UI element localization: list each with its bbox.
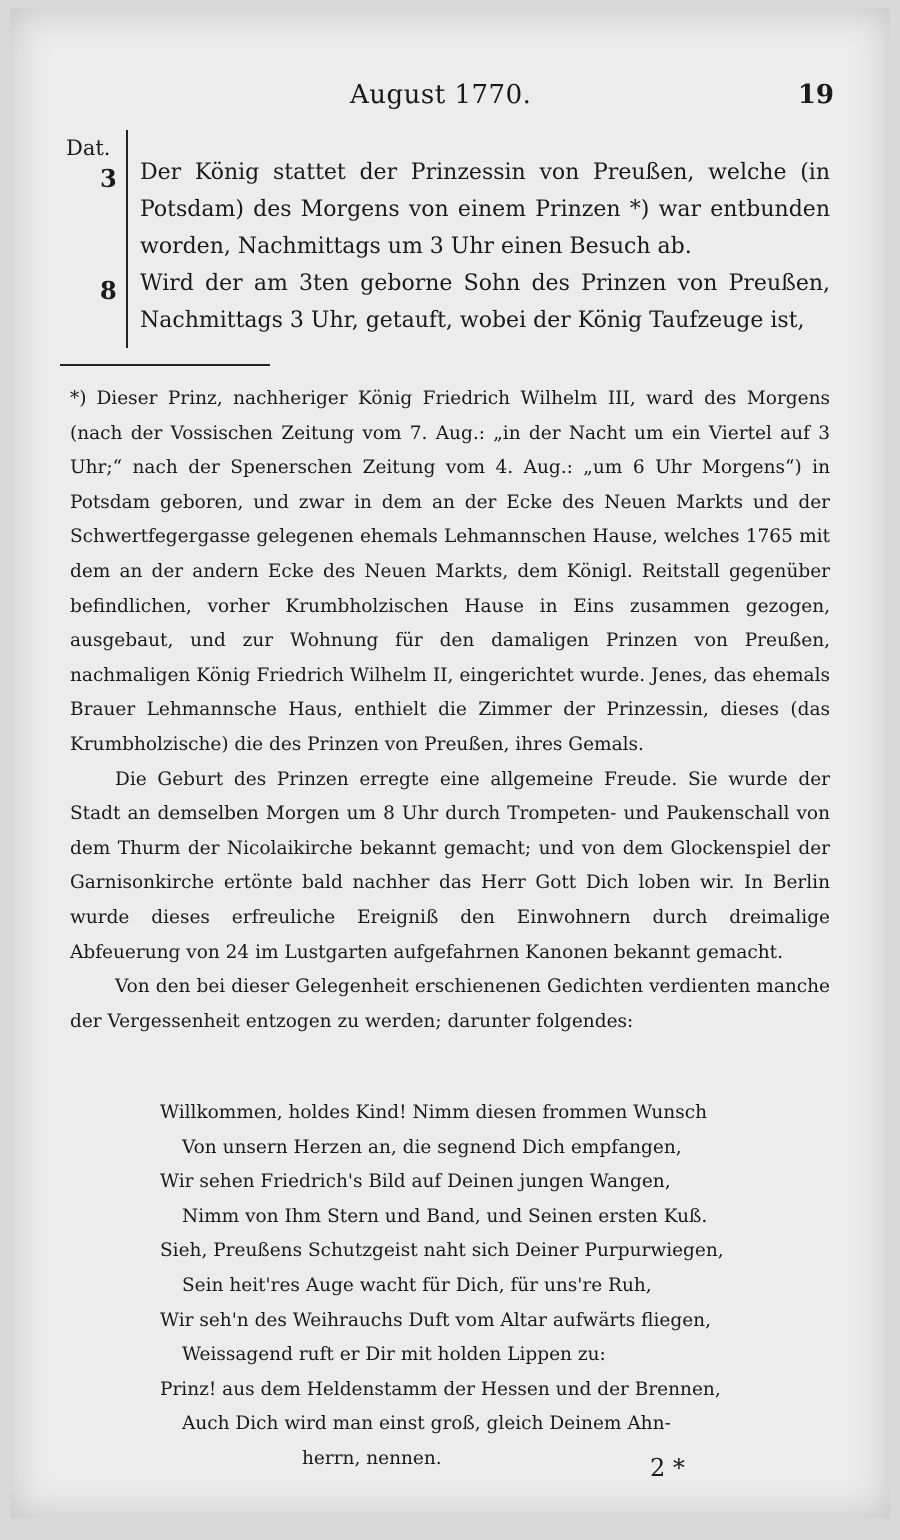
signature-mark: 2 * (650, 1454, 685, 1482)
footnote (70, 382, 830, 1039)
date-entry: 3 (100, 164, 117, 193)
footnote-marker: *) (70, 388, 87, 409)
poem-line: Prinz! aus dem Heldenstamm der Hessen und der Brennen, (160, 1378, 721, 1400)
poem-line: Sein heit'res Auge wacht für Dich, für uns're Ruh, (182, 1274, 652, 1296)
book-page (10, 8, 890, 1518)
footnote-paragraph (70, 382, 830, 763)
running-header (10, 80, 890, 120)
footnote-paragraph: Von den bei dieser Gelegenheit erschienenen Gedichten verdienten manche der Vergessenheit entzogen zu werden; darunter folgendes: (70, 976, 830, 1032)
page-title: August 1770. (350, 80, 532, 110)
date-entry: 8 (100, 276, 117, 305)
poem-line: Auch Dich wird man einst groß, gleich Deinem Ahn- (182, 1413, 671, 1435)
diary-entry: Wird der am 3ten geborne Sohn des Prinzen von Preußen, Nachmittags 3 Uhr, getauft, wobei der König Taufzeuge ist, (140, 271, 830, 333)
poem-line: Nimm von Ihm Stern und Band, und Seinen ersten Kuß. (182, 1205, 708, 1227)
column-rule (126, 130, 128, 348)
poem-line: Von unsern Herzen an, die segnend Dich empfangen, (182, 1136, 682, 1158)
footnote-text: Dieser Prinz, nachheriger König Friedrich Wilhelm III, ward des Morgens (nach der Vossischen Zeitung vom 7. Aug.: „in der Nacht um ein Viertel auf 3 Uhr;“ nach der Spenerschen Zeitung vom 4. Aug.: „um 6 Uhr Morgens“) in Potsdam geboren, und zwar in dem an der Ecke des Neuen Markts und der Schwertfegergasse gelegenen ehemals Lehmannschen Hause, welches 1765 mit dem an der andern Ecke des Neuen Markts, dem Königl. Reitstall gegenüber befindlichen, vorher Krumbholzischen Hause in Eins zusammen gezogen, ausgebaut, und zur Wohnung für den damaligen Prinzen von Preußen, nachmaligen König Friedrich Wilhelm II, eingerichtet wurde. Jenes, das ehemals Brauer Lehmannsche Haus, enthielt die Zimmer der Prinzessin, dieses (das Krumbholzische) die des Prinzen von Preußen, ihres Gemals. (70, 388, 830, 755)
diary-entry: Der König stattet der Prinzessin von Preußen, welche (in Potsdam) des Morgens von einem Prinzen *) war entbunden worden, Nachmittags um 3 Uhr einen Besuch ab. (140, 160, 830, 259)
poem-line: Wir seh'n des Weihrauchs Duft vom Altar aufwärts fliegen, (160, 1309, 711, 1331)
footnote-paragraph: Die Geburt des Prinzen erregte eine allgemeine Freude. Sie wurde der Stadt an demselben Morgen um 8 Uhr durch Trompeten- und Paukenschall von dem Thurm der Nicolaikirche bekannt gemacht; und von dem Glockenspiel der Garnisonkirche ertönte bald nachher das Herr Gott Dich loben wir. In Berlin wurde dieses erfreuliche Ereigniß den Einwohnern durch dreimalige Abfeuerung von 24 im Lustgarten aufgefahrnen Kanonen bekannt gemacht. (70, 768, 830, 963)
footnote-separator (60, 364, 270, 366)
date-column-label: Dat. (66, 136, 111, 160)
poem-line: Sieh, Preußens Schutzgeist naht sich Deiner Purpurwiegen, (160, 1240, 724, 1262)
poem (70, 1096, 830, 1477)
poem-line: Willkommen, holdes Kind! Nimm diesen frommen Wunsch (160, 1102, 707, 1123)
poem-line: Wir sehen Friedrich's Bild auf Deinen jungen Wangen, (160, 1171, 671, 1193)
poem-line: herrn, nennen. (302, 1447, 442, 1469)
page-number: 19 (797, 80, 834, 110)
diary-entries (140, 154, 830, 339)
poem-line: Weissagend ruft er Dir mit holden Lippen zu: (182, 1344, 606, 1366)
